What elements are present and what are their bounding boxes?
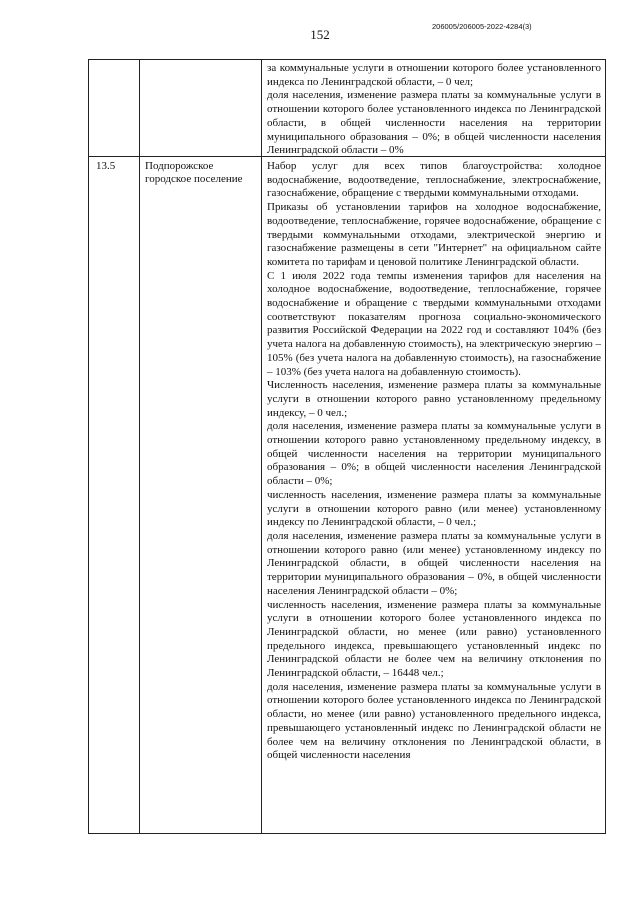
paragraph: доля населения, изменение размера платы за коммунальные услуги в отношении которого равно (или менее) установленному индексу по Ленинградской области, в общей численности населения на территории муниципального образования – 0%, в общей численности населения Ленинградской области – 0%;: [267, 529, 601, 597]
page-number: 152: [310, 27, 330, 42]
top-continuation-cell: [267, 62, 601, 158]
paragraph: численность населения, изменение размера платы за коммунальные услуги в отношении которого более установленного индекса по Ленинградской области, но менее (или равно) установленного предельного индекса, превышающего установленный индекс по Ленинградской области не более чем на величину отклонения по Ленинградской области, – 16448 чел.;: [267, 598, 601, 680]
paragraph: Численность населения, изменение размера платы за коммунальные услуги в отношении которого равно установленному предельному индексу, – 0 чел.;: [267, 379, 601, 419]
paragraph: Набор услуг для всех типов благоустройства: холодное водоснабжение, водоотведение, теплоснабжение, электроснабжение, газоснабжение, обращение с твердыми коммунальными отходами.: [267, 160, 601, 200]
row-content-cell: [267, 160, 601, 763]
settlement-name: Подпорожское городское поселение: [145, 160, 243, 186]
paragraph: доля населения, изменение размера платы за коммунальные услуги в отношении которого более установленного индекса по Ленинградской области, но менее (или равно) установленного предельного индекса, превышающего установленный индекс по Ленинградской области не более чем на величину отклонения по Ленинградской области, в общей численности населения: [267, 680, 601, 762]
paragraph: доля населения, изменение размера платы за коммунальные услуги в отношении которого равно установленному предельному индексу, в общей численности населения на территории муниципального образования – 0%; в общей численности населения Ленинградской области – 0%;: [267, 420, 601, 488]
document-table: [88, 59, 606, 834]
row-number: 13.5: [96, 160, 116, 172]
paragraph: численность населения, изменение размера платы за коммунальные услуги в отношении которого равно (или менее) установленному индексу по Ленинградской области, – 0 чел.;: [267, 488, 601, 529]
column-divider: [261, 60, 262, 833]
paragraph: за коммунальные услуги в отношении которого более установленного индекса по Ленинградской области, – 0 чел;: [267, 62, 601, 88]
paragraph: доля населения, изменение размера платы за коммунальные услуги в отношении которого более установленного индекса по Ленинградской области, в общей численности населения на территории муниципального образования – 0%; в общей численности населения Ленинградской области – 0%: [267, 89, 601, 157]
column-divider: [139, 60, 140, 833]
paragraph: Приказы об установлении тарифов на холодное водоснабжение, водоотведение, теплоснабжение, горячее водоснабжение, обращение с твердыми коммунальными отходами, электрической энергию и газоснабжение размещены в сети "Интернет" на официальном сайте комитета по тарифам и ценовой политике Ленинградской области.: [267, 201, 601, 268]
paragraph: С 1 июля 2022 года темпы изменения тарифов для населения на холодное водоснабжение, водоотведение, теплоснабжение, горячее водоснабжение и обращение с твердыми коммунальными отходами соответствуют показателям прогноза социально-экономического развития Российской Федерации на 2022 год и составляют 104% (без учета налога на добавленную стоимость), на электрическую энергию – 105% (без учета налога на добавленную стоимость), на газоснабжение – 103% (без учета налога на добавленную стоимость).: [267, 269, 601, 378]
document-code: 206005/206005-2022-4284(3): [432, 22, 532, 31]
